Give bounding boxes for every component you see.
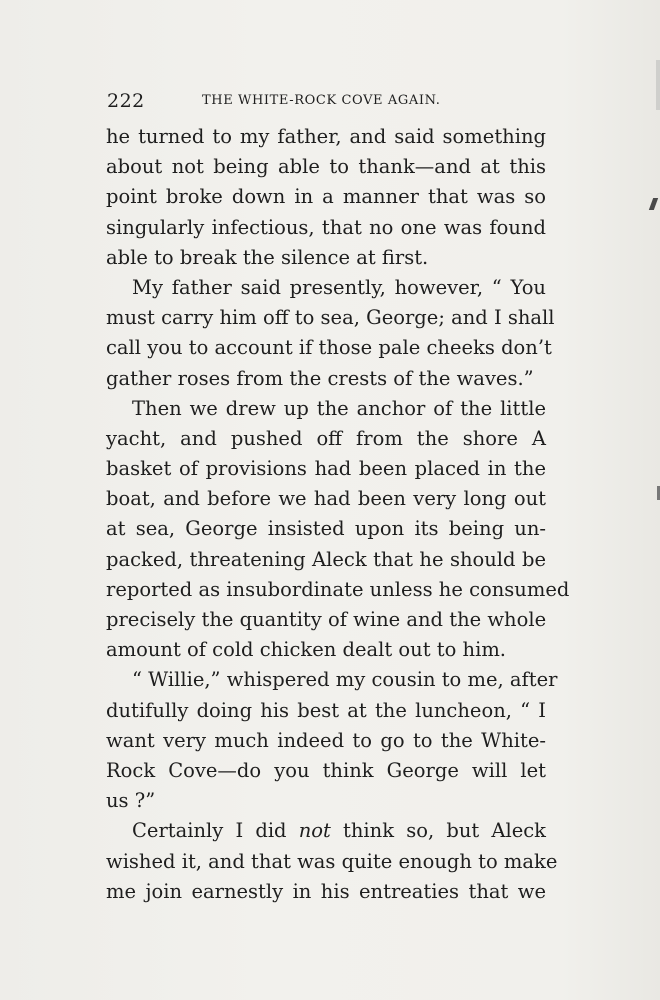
text-line: basket of provisions had been placed in the — [106, 457, 546, 481]
body-text — [106, 122, 570, 907]
running-head: THE WHITE-ROCK COVE AGAIN. — [202, 93, 441, 108]
text-line: want very much indeed to go to the White- — [106, 728, 546, 752]
text-line: able to break the silence at first. — [106, 245, 429, 269]
text-line — [106, 816, 546, 846]
page-header — [107, 90, 547, 114]
text-line: packed, threatening Aleck that he should be — [106, 547, 546, 571]
text-run: think so, but Aleck — [330, 819, 546, 843]
italic-emphasis: not — [298, 819, 331, 843]
text-line: gather roses from the crests of the waves.” — [106, 366, 534, 390]
text-line: precisely the quantity of wine and the whole — [106, 608, 547, 631]
text-line: Rock Cove—do you think George will let — [106, 758, 546, 782]
text-line: “ Willie,” whispered my cousin to me, after — [132, 668, 558, 692]
text-line: wished it, and that was quite enough to make — [106, 849, 558, 873]
text-run: Certainly I did — [132, 819, 299, 843]
text-line: point broke down in a manner that was so — [106, 185, 546, 209]
text-line: me join earnestly in his entreaties that we — [106, 879, 546, 903]
text-line: must carry him off to sea, George; and I shall — [106, 306, 555, 330]
text-line: singularly infectious, that no one was found — [106, 215, 546, 239]
text-line: call you to account if those pale cheeks don’t — [106, 336, 552, 360]
page-edge-marks — [640, 0, 660, 1000]
text-line: he turned to my father, and said something — [106, 125, 546, 148]
text-line: Then we drew up the anchor of the little — [132, 396, 546, 420]
text-line: dutifully doing his best at the luncheon, “ I — [106, 698, 546, 722]
text-line: reported as insubordinate unless he consumed — [106, 577, 570, 601]
text-line: yacht, and pushed off from the shore A — [106, 426, 546, 450]
text-line: My father said presently, however, “ You — [132, 275, 546, 299]
text-line: amount of cold chicken dealt out to him. — [106, 638, 507, 662]
text-line: us ?” — [106, 789, 156, 813]
page-number: 222 — [107, 90, 145, 112]
text-line: boat, and before we had been very long out — [106, 487, 546, 511]
edge-mark — [649, 198, 658, 210]
text-line: at sea, George insisted upon its being un- — [106, 517, 546, 541]
edge-mark — [656, 60, 660, 110]
text-line: about not being able to thank—and at this — [106, 155, 546, 179]
